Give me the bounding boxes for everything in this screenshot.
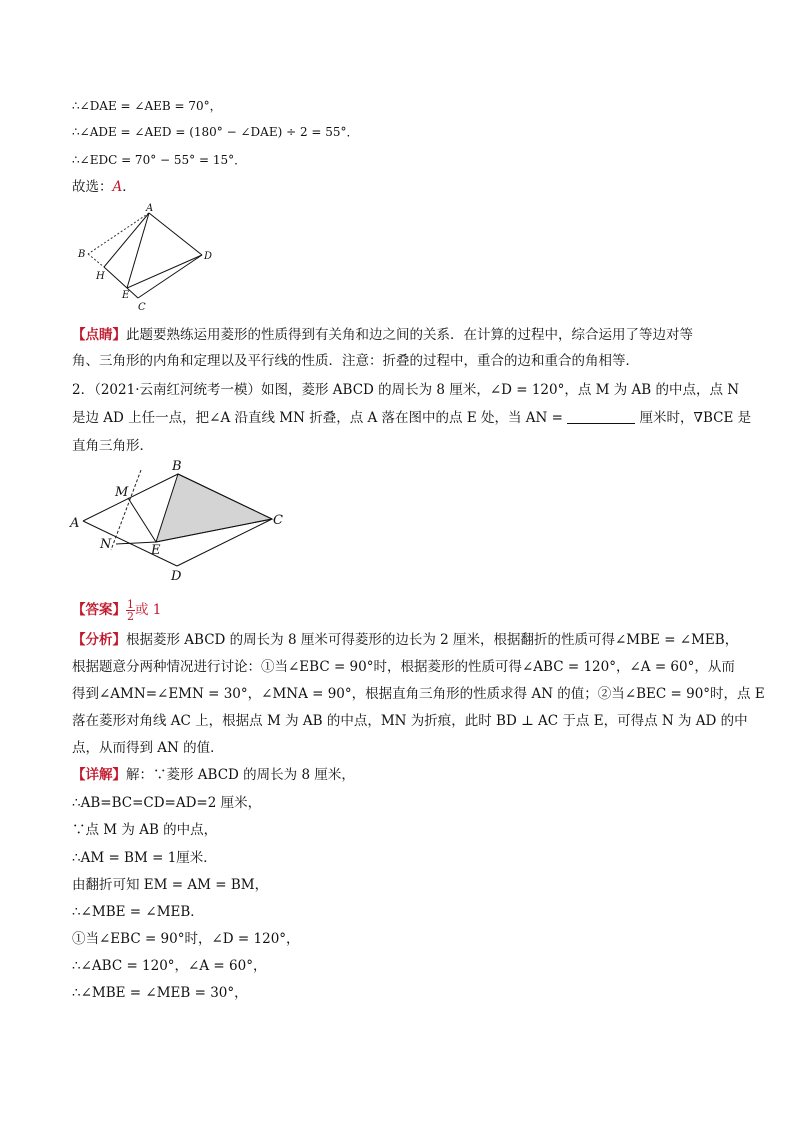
fig1-label-b: B: [78, 249, 86, 260]
analysis-line-5: 点，从而得到 AN 的值．: [72, 740, 224, 756]
analysis-line-4: 落在菱形对角线 AC 上，根据点 M 为 AB 的中点，MN 为折痕，此时 BD ⊥ AC 于点 E，可得点 N 为 AD 的中: [72, 713, 748, 729]
comment-text-1: 此题要熟练运用菱形的性质得到有关角和边之间的关系．在计算的过程中，综合运用了等边对等: [126, 327, 693, 343]
fig2-label-d: D: [171, 569, 182, 584]
choice-suffix: ．: [122, 179, 136, 195]
choice-prefix: 故选：: [72, 179, 113, 195]
answer-fraction: [126, 599, 135, 622]
fig2-label-b: B: [172, 459, 182, 474]
answer-line: [72, 597, 161, 623]
analysis-tag: 【分析】: [72, 632, 126, 648]
answer-blank: [567, 409, 635, 424]
analysis-line-3: 得到∠AMN=∠EMN = 30°，∠MNA = 90°，根据直角三角形的性质求得 AN 的值；②当∠BEC = 90°时，点 E: [72, 686, 765, 702]
detail-line-9: ∴∠MBE = ∠MEB = 30°，: [72, 985, 248, 1001]
fig2-label-a: A: [70, 516, 80, 531]
answer-rest: 或 1: [135, 602, 162, 618]
analysis-text-1: 根据菱形 ABCD 的周长为 8 厘米可得菱形的边长为 2 厘米，根据翻折的性质可得∠MBE = ∠MEB，: [126, 632, 739, 648]
comment-line-1: [72, 325, 693, 345]
answer-numerator: 1: [127, 598, 134, 611]
question-2-line-3: 直角三角形．: [72, 438, 153, 454]
detail-line-2: ∴AB=BC=CD=AD=2 厘米，: [72, 795, 262, 811]
step-line-3: ∴∠EDC = 70° − 55° = 15°．: [72, 153, 247, 167]
detail-line-7: ①当∠EBC = 90°时，∠D = 120°，: [72, 931, 300, 947]
fig2-label-e: E: [151, 543, 161, 558]
analysis-line-2: 根据题意分两种情况进行讨论：①当∠EBC = 90°时，根据菱形的性质可得∠ABC = 120°，∠A = 60°，从而: [72, 659, 735, 675]
analysis-line-1: [72, 630, 738, 650]
detail-line-5: 由翻折可知 EM = AM = BM，: [72, 877, 269, 893]
step-line-2: ∴∠ADE = ∠AED = (180° − ∠DAE) ÷ 2 = 55°．: [72, 125, 359, 139]
comment-line-2: 角、三角形的内角和定理以及平行线的性质．注意：折叠的过程中，重合的边和重合的角相等．: [72, 353, 639, 369]
fig2-label-n: N: [100, 537, 112, 552]
choice-line: [72, 177, 136, 197]
fig2-label-c: C: [273, 513, 283, 528]
detail-line-6: ∴∠MBE = ∠MEB．: [72, 904, 204, 920]
figure-1: [72, 200, 222, 315]
fig1-label-c: C: [138, 302, 146, 313]
detail-text-1: 解：∵菱形 ABCD 的周长为 8 厘米，: [126, 767, 355, 783]
fig1-label-d: D: [204, 251, 213, 262]
detail-line-8: ∴∠ABC = 120°，∠A = 60°，: [72, 958, 267, 974]
question-2-line-1: 2．（2021·云南红河统考一模）如图，菱形 ABCD 的周长为 8 厘米，∠D = 120°，点 M 为 AB 的中点，点 N: [72, 382, 740, 398]
detail-line-1: [72, 765, 355, 785]
detail-tag: 【详解】: [72, 767, 126, 783]
figure-2: [66, 456, 296, 586]
answer-denominator: 2: [127, 610, 134, 623]
question-2-text-2b: 厘米时，∇BCE 是: [639, 410, 752, 426]
detail-line-4: ∴AM = BM = 1厘米．: [72, 850, 217, 866]
fig1-label-a: A: [146, 203, 154, 214]
choice-answer: A: [112, 179, 123, 195]
fig1-label-h: H: [96, 271, 105, 282]
question-2-line-2: [72, 408, 751, 428]
answer-tag: 【答案】: [72, 602, 126, 618]
comment-tag: 【点睛】: [72, 327, 126, 343]
fig2-label-m: M: [115, 485, 129, 500]
detail-line-3: ∵点 M 为 AB 的中点，: [72, 822, 218, 838]
step-line-1: ∴∠DAE = ∠AEB = 70°，: [72, 99, 222, 113]
fig1-label-e: E: [122, 290, 130, 301]
question-2-text-2a: 是边 AD 上任一点，把∠A 沿直线 MN 折叠，点 A 落在图中的点 E 处，当 AN =: [72, 410, 563, 426]
